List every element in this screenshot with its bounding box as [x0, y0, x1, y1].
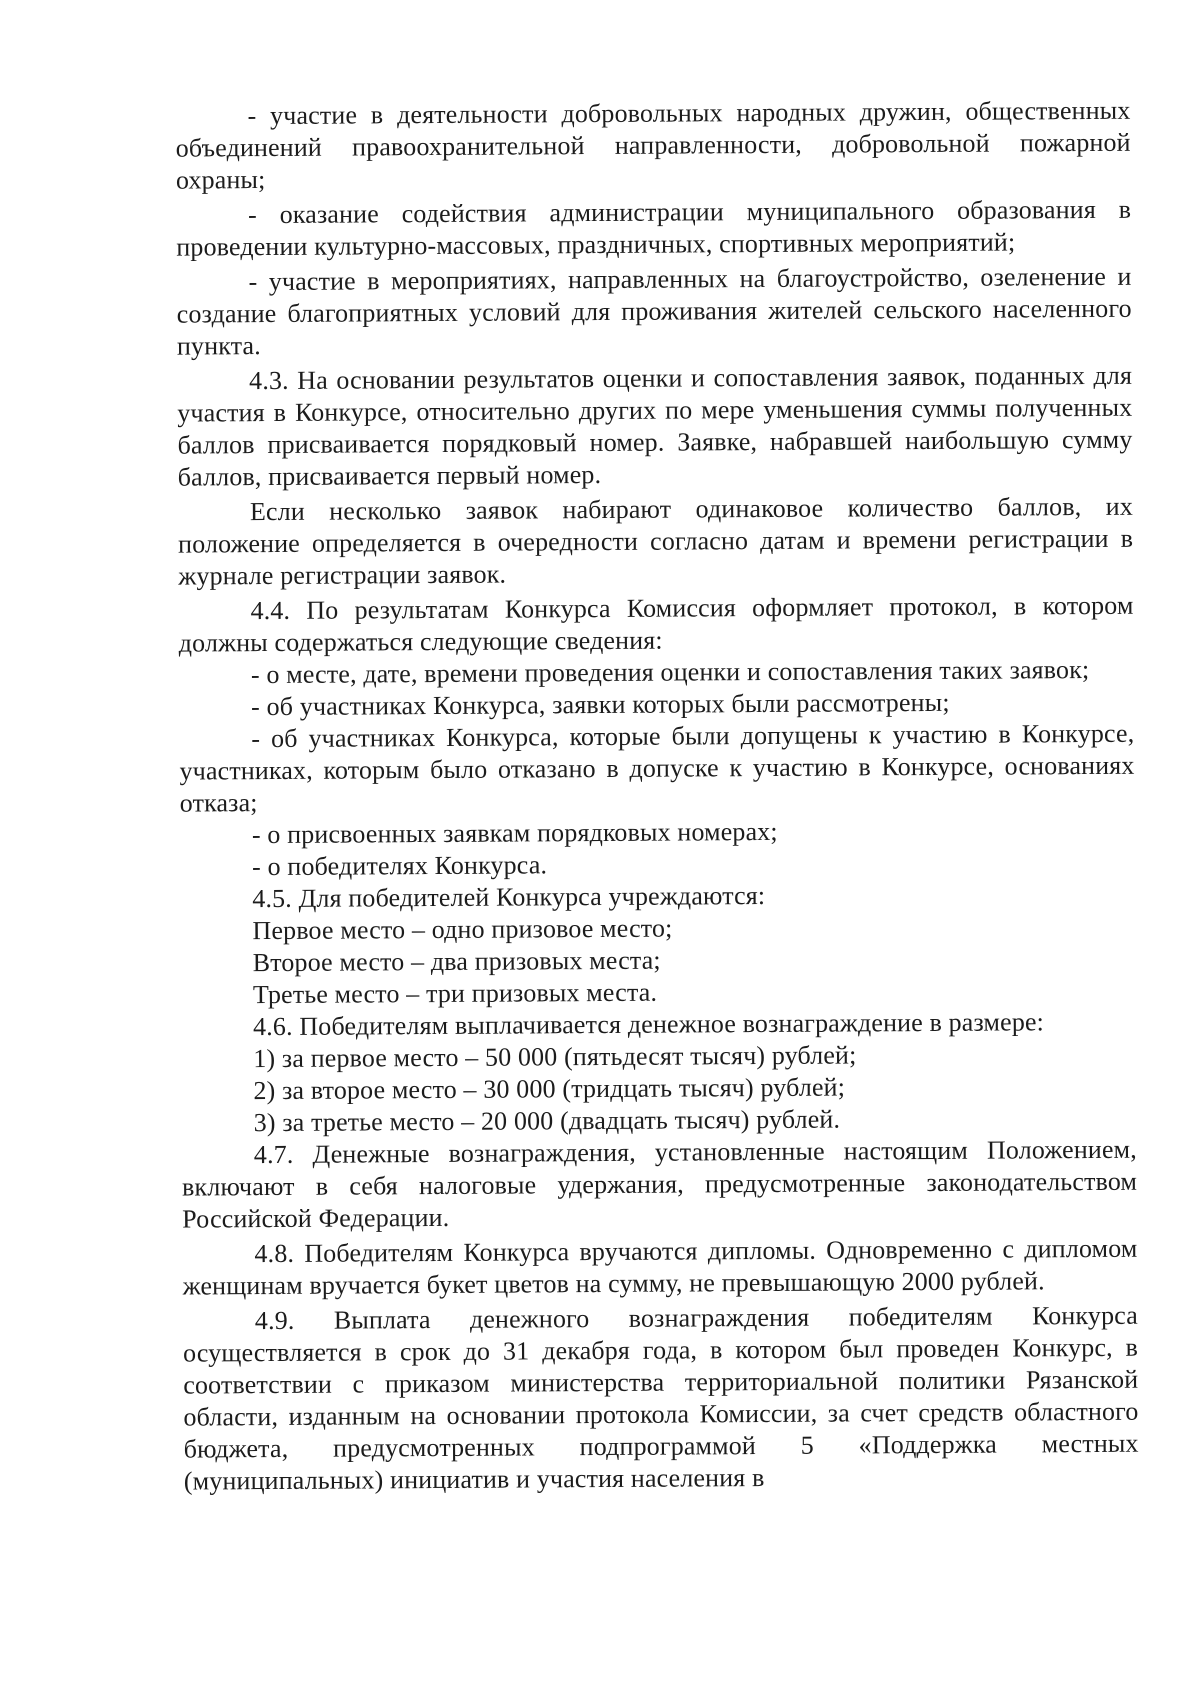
paragraph-participation-druzhiny: - участие в деятельности добровольных народных дружин, общественных объединений правоохранительной направленности, добровольной пожарной охраны; [175, 95, 1131, 195]
paragraph-equal-scores: Если несколько заявок набирают одинаковое количество баллов, их положение определяется в очередности согласно датам и времени регистрации в журнале регистрации заявок. [178, 491, 1134, 591]
list-item-assigned-numbers: - о присвоенных заявкам порядковых номерах; [251, 816, 778, 850]
reward-third-place: 3) за третье место – 20 000 (двадцать тысяч) рублей. [253, 1104, 841, 1138]
prize-first-place: Первое место – одно призовое место; [252, 913, 673, 946]
reward-first-place: 1) за первое место – 50 000 (пятьдесят тысяч) рублей; [253, 1040, 857, 1074]
prize-second-place: Второе место – два призовых места; [252, 945, 661, 978]
list-item-participants-reviewed: - об участниках Конкурса, заявки которых были рассмотрены; [251, 687, 950, 722]
paragraph-4-6: 4.6. Победителям выплачивается денежное вознаграждение в размере: [252, 1007, 1045, 1042]
list-item-place-date: - о месте, дате, времени проведения оценки и сопоставления таких заявок; [250, 655, 1090, 690]
prize-third-place: Третье место – три призовых места. [252, 977, 658, 1010]
paragraph-4-3: 4.3. На основании результатов оценки и сопоставления заявок, поданных для участия в Конкурсе, относительно других по мере уменьшения суммы полученных баллов присваивается порядковый номер. Заявке, набравшей наибольшую сумму баллов, присваивается первый номер. [177, 360, 1133, 492]
document-body [175, 95, 1139, 1498]
list-item-participants-admitted: - об участниках Конкурса, которые были допущены к участию в Конкурсе, участниках, которым было отказано в допуске к участию в Конкурсе, основаниях отказа; [179, 718, 1135, 818]
paragraph-4-9: 4.9. Выплата денежного вознаграждения победителям Конкурса осуществляется в срок до 31 декабря года, в котором был проведен Конкурс, в соответствии с приказом министерства территориальной политики Рязанской области, изданным на основании протокола Комиссии, за счет средств областного бюджета, предусмотренных подпрограммой 5 «Поддержка местных (муниципальных) инициатив и участия населения в [182, 1300, 1139, 1496]
paragraph-participation-improvement: - участие в мероприятиях, направленных на благоустройство, озеленение и создание благоприятных условий для проживания жителей сельского населенного пункта. [176, 261, 1132, 361]
paragraph-assistance-administration: - оказание содействия администрации муниципального образования в проведении культурно-массовых, праздничных, спортивных мероприятий; [176, 194, 1132, 262]
paragraph-4-8: 4.8. Победителям Конкурса вручаются дипломы. Одновременно с дипломом женщинам вручается букет цветов на сумму, не превышающую 2000 рублей. [182, 1233, 1138, 1301]
paragraph-4-4: 4.4. По результатам Конкурса Комиссия оформляет протокол, в котором должны содержаться следующие сведения: [178, 590, 1134, 658]
paragraph-4-7: 4.7. Денежные вознаграждения, установленные настоящим Положением, включают в себя налоговые удержания, предусмотренные законодательством Российской Федерации. [181, 1134, 1138, 1234]
paragraph-4-5: 4.5. Для победителей Конкурса учреждаются: [252, 880, 766, 914]
reward-second-place: 2) за второе место – 30 000 (тридцать тысяч) рублей; [253, 1072, 846, 1106]
list-item-winners: - о победителях Конкурса. [252, 850, 548, 882]
